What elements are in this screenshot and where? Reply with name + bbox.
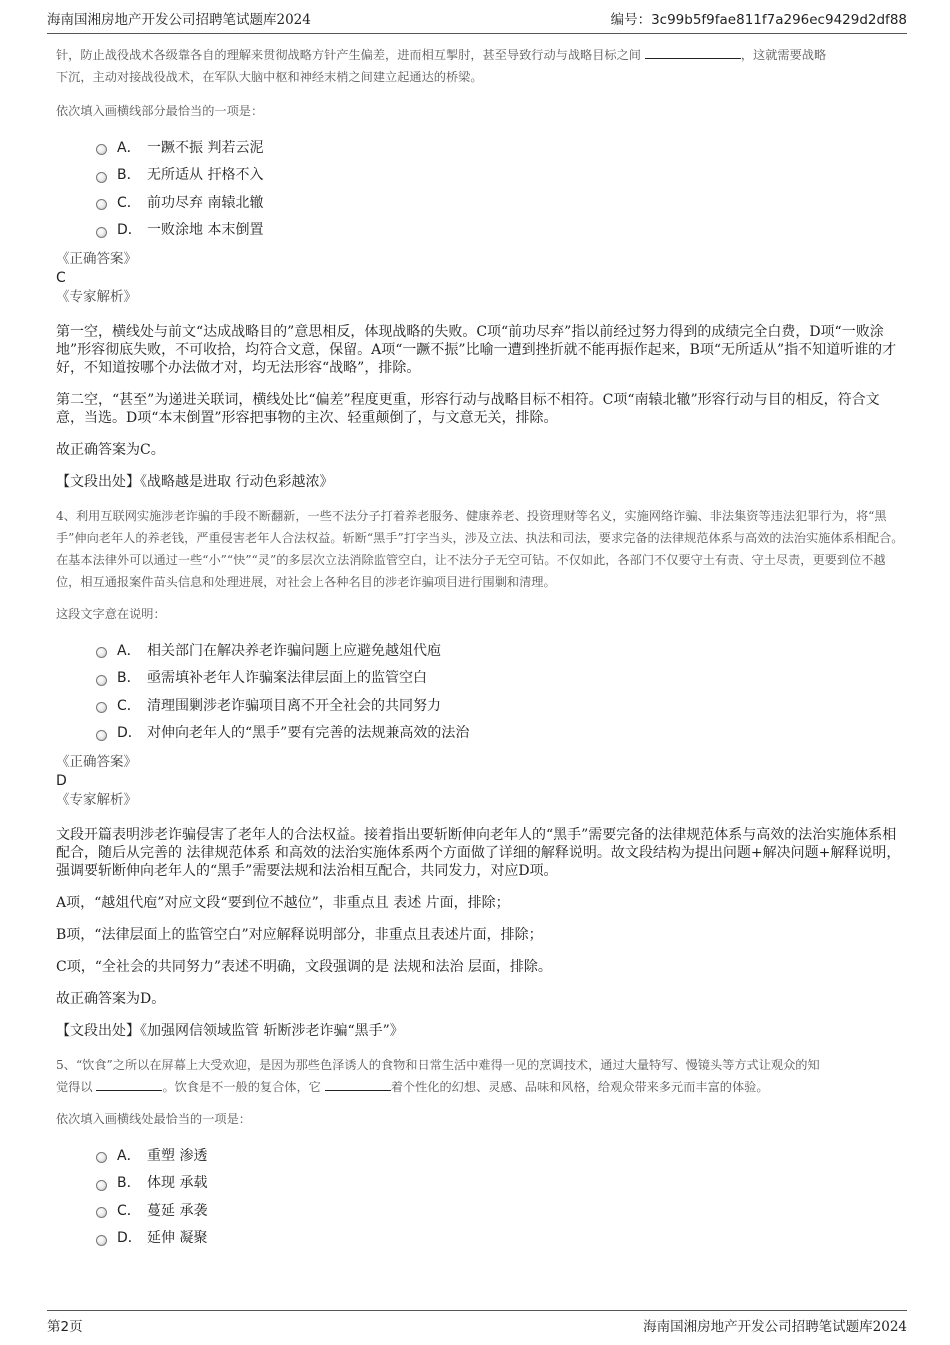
q5-option-a[interactable]: A． 重塑 渗透 bbox=[96, 1141, 905, 1169]
page-content bbox=[56, 44, 905, 1251]
q3-blank-2 bbox=[645, 46, 741, 59]
radio-icon[interactable] bbox=[96, 702, 107, 713]
q4-analysis-5: 故正确答案为D。 bbox=[56, 991, 166, 1007]
radio-icon[interactable] bbox=[96, 172, 107, 183]
q3-option-d[interactable]: D． 一败涂地 本末倒置 bbox=[96, 216, 905, 244]
page-header bbox=[47, 8, 907, 34]
header-doc-code: 编号：3c99b5f9fae811f7a296ec9429d2df88 bbox=[610, 12, 907, 28]
q4-answer: D bbox=[56, 773, 67, 789]
q4-analysis-3: B项，“法律层面上的监管空白”对应解释说明部分，非重点且表述片面，排除； bbox=[56, 927, 543, 943]
q4-option-a[interactable]: A． 相关部门在解决养老诈骗问题上应避免越俎代庖 bbox=[96, 636, 905, 664]
radio-icon[interactable] bbox=[96, 1152, 107, 1163]
q3-prompt: 依次填入画横线部分最恰当的一项是： bbox=[56, 104, 264, 118]
header-title: 海南国湘房地产开发公司招聘笔试题库2024 bbox=[47, 12, 311, 28]
q3-source: 【文段出处】《战略越是进取 行动色彩越浓》 bbox=[56, 474, 334, 490]
q4-stem: 4、利用互联网实施涉老诈骗的手段不断翻新，一些不法分子打着养老服务、健康养老、投资理财等名义，实施网络诈骗、非法集资等违法犯罪行为，将“黑手”伸向老年人的养老钱，严重侵害老年人合法权益。斩断“黑手”打字当头，涉及立法、执法和司法，要求完备的法律规范体系与高效的法治实施体系相配合。在基本法律外可以通过一些“小”“快”“灵”的多层次立法消除监管空白，让不法分子无空可钻。不仅如此，各部门不仅要守土有责、守土尽责，更要到位不越位，相互通报案件苗头信息和处理进展，对社会上各种名目的涉老诈骗项目进行围剿和清理。 bbox=[56, 509, 904, 589]
q4-answer-label: 《正确答案》 bbox=[56, 754, 137, 770]
radio-icon[interactable] bbox=[96, 1180, 107, 1191]
q5-blank-1 bbox=[96, 1078, 162, 1091]
q5-blank-2 bbox=[325, 1078, 391, 1091]
q3-analysis-label: 《专家解析》 bbox=[56, 289, 137, 305]
q3-answer-label: 《正确答案》 bbox=[56, 251, 137, 267]
q4-option-d[interactable]: D． 对伸向老年人的“黑手”要有完善的法规兼高效的法治 bbox=[96, 719, 905, 747]
q4-options bbox=[96, 636, 905, 746]
radio-icon[interactable] bbox=[96, 675, 107, 686]
radio-icon[interactable] bbox=[96, 144, 107, 155]
footer-title: 海南国湘房地产开发公司招聘笔试题库2024 bbox=[643, 1319, 907, 1335]
radio-icon[interactable] bbox=[96, 1235, 107, 1246]
radio-icon[interactable] bbox=[96, 730, 107, 741]
footer-page-number: 第2页 bbox=[47, 1319, 83, 1335]
q4-prompt: 这段文字意在说明： bbox=[56, 607, 166, 621]
q3-analysis-3: 故正确答案为C。 bbox=[56, 442, 165, 458]
q5-option-d[interactable]: D． 延伸 凝聚 bbox=[96, 1224, 905, 1252]
q3-options bbox=[96, 133, 905, 243]
page-footer bbox=[47, 1310, 907, 1336]
q3-answer: C bbox=[56, 270, 66, 286]
q4-option-c[interactable]: C． 清理围剿涉老诈骗项目离不开全社会的共同努力 bbox=[96, 691, 905, 719]
q4-source: 【文段出处】《加强网信领域监管 斩断涉老诈骗“黑手”》 bbox=[56, 1023, 404, 1039]
q4-analysis-4: C项，“全社会的共同努力”表述不明确，文段强调的是 法规和法治 层面，排除。 bbox=[56, 959, 552, 975]
q3-option-c[interactable]: C． 前功尽弃 南辕北辙 bbox=[96, 188, 905, 216]
q3-analysis-1: 第一空，横线处与前文“达成战略目的”意思相反，体现战略的失败。C项“前功尽弃”指以前经过努力得到的成绩完全白费，D项“一败涂地”形容彻底失败，不可收拾，均符合文意，保留。A项“一蹶不振”比喻一遭到挫折就不能再振作起来，B项“无所适从”指不知道听谁的才好，不知道按哪个办法做才对，均无法形容“战略”，排除。 bbox=[56, 324, 897, 376]
q5-option-c[interactable]: C． 蔓延 承袭 bbox=[96, 1196, 905, 1224]
radio-icon[interactable] bbox=[96, 199, 107, 210]
radio-icon[interactable] bbox=[96, 647, 107, 658]
q4-option-b[interactable]: B． 亟需填补老年人诈骗案法律层面上的监管空白 bbox=[96, 664, 905, 692]
q3-option-b[interactable]: B． 无所适从 扞格不入 bbox=[96, 161, 905, 189]
q5-prompt: 依次填入画横线处最恰当的一项是： bbox=[56, 1112, 251, 1126]
q5-options bbox=[96, 1141, 905, 1251]
q3-option-a[interactable]: A． 一蹶不振 判若云泥 bbox=[96, 133, 905, 161]
q4-analysis-1: 文段开篇表明涉老诈骗侵害了老年人的合法权益。接着指出要斩断伸向老年人的“黑手”需要完备的法律规范体系与高效的法治实施体系相配合，随后从完善的 法律规范体系 和高效的法治实施体系两个方面做了详细的解释说明。故文段结构为提出问题+解决问题+解释说明，强调要斩断伸向老年人的“黑手”需要法规和法治相互配合，共同发力，对应D项。 bbox=[56, 827, 901, 879]
q3-analysis-2: 第二空，“甚至”为递进关联词，横线处比“偏差”程度更重，形容行动与战略目标不相符。C项“南辕北辙”形容行动与目的相反，符合文意，当选。D项“本末倒置”形容把事物的主次、轻重颠倒了，与文意无关，排除。 bbox=[56, 392, 880, 426]
radio-icon[interactable] bbox=[96, 227, 107, 238]
q5-stem: 5、“饮食”之所以在屏幕上大受欢迎，是因为那些色泽诱人的食物和日常生活中难得一见的烹调技术，通过大量特写、慢镜头等方式让观众的知 觉得以 。饮食是不一般的复合体，它 着个性化的幻想、灵感、品味和风格，给观众带来多元而丰富的体验。 bbox=[56, 1058, 820, 1094]
q3-stem: 针，防止战役战术各级靠各自的理解来贯彻战略方针产生偏差，进而相互掣肘，甚至导致行动与战略目标之间 ，这就需要战略 下沉，主动对接战役战术，在军队大脑中枢和神经末梢之间建立起通达的桥梁。 bbox=[56, 48, 827, 84]
q5-option-b[interactable]: B． 体现 承载 bbox=[96, 1169, 905, 1197]
radio-icon[interactable] bbox=[96, 1207, 107, 1218]
q4-analysis-label: 《专家解析》 bbox=[56, 792, 137, 808]
q4-analysis-2: A项，“越俎代庖”对应文段“要到位不越位”，非重点且 表述 片面，排除； bbox=[56, 895, 510, 911]
